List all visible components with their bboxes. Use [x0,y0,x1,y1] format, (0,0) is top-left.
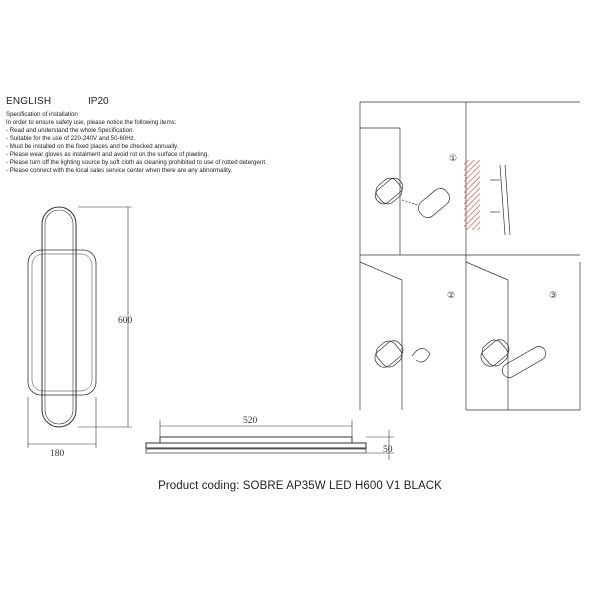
dimension-depth-label: 50 [383,445,393,455]
spec-intro: In order to ensure safety use, please notice the following items: [6,119,177,126]
dimension-width-label: 180 [50,449,65,459]
spec-item: - Must be installed on the fixed places and be checked annually. [6,143,179,150]
spec-item: - Read and understand the whole Specification. [6,127,135,134]
installation-panel-3 [466,262,580,410]
lamp-side-view [146,437,366,453]
spec-item: - Please turn off the lighting source by soft cloth as cleaning prohibited to use of rotted detergent. [6,159,267,166]
ip-rating-label: IP20 [88,96,109,107]
spec-title: Specification of installation [6,111,78,118]
dimension-width [28,397,96,448]
step-number-2: ② [447,291,456,301]
installation-panel-1 [360,102,580,255]
product-coding: Product coding: SOBRE AP35W LED H600 V1 BLACK [158,480,442,492]
lamp-front-view [28,207,96,427]
spec-item: - Please connect with the local sales service center when there are any abnormality. [6,167,233,174]
spec-item: - Please wear gloves as instalment and avoid rot on the surface of plaeting. [6,151,209,158]
step-number-1: ① [449,154,458,164]
step-number-3: ③ [549,291,558,301]
spec-item: - Suitable for the use of 220-240V and 50-60Hz. [6,135,136,142]
language-label: ENGLISH [6,96,52,107]
dimension-height-label: 600 [118,316,133,326]
installation-panel-2 [360,255,466,410]
dimension-length-label: 520 [243,416,258,426]
